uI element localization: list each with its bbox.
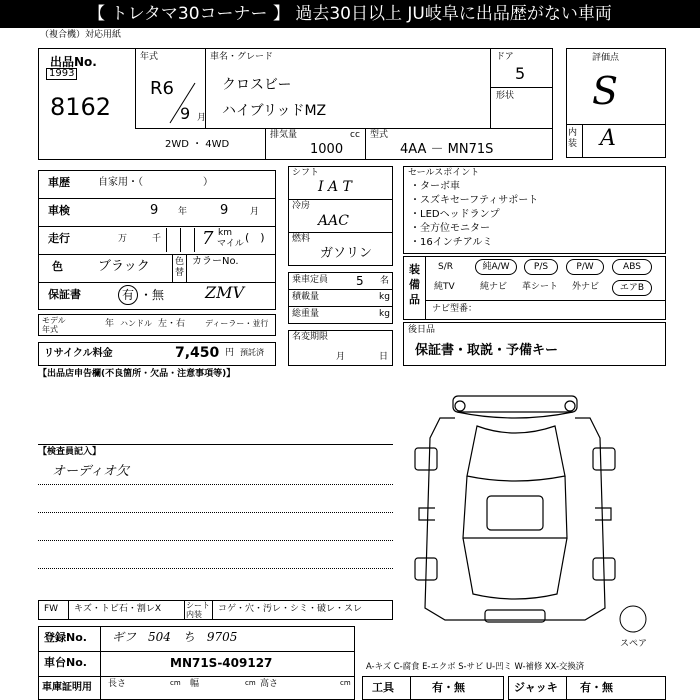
spare-tire-icon [618, 604, 648, 634]
displacement-value: 1000 [310, 142, 344, 157]
fuel-value: ガソリン [320, 246, 373, 261]
seat-label: シート内装 [186, 601, 210, 619]
doors-value: 5 [515, 64, 526, 83]
equip-pw: P/W [566, 259, 604, 275]
meigi-day: 日 [379, 352, 389, 362]
displacement-label: 排気量 [270, 130, 298, 140]
car-damage-diagram [405, 388, 625, 628]
load-unit: kg [379, 292, 390, 302]
recycle-unit: 円 [225, 348, 235, 358]
handle-label: ハンドル [120, 319, 152, 328]
equip-ps: P/S [524, 259, 558, 275]
model-label: 車名・グレード [210, 52, 274, 62]
shaken-month-unit: 月 [250, 207, 260, 217]
cert-length: 長さ [108, 679, 127, 689]
seat-text: コゲ・穴・汚レ・シミ・破レ・スレ [218, 604, 363, 614]
shaken-year-unit: 年 [178, 207, 188, 217]
model-name: クロスビー [222, 77, 292, 93]
fuel-label: 燃料 [292, 234, 311, 244]
shape-label: 形状 [496, 91, 515, 101]
model-grade: ハイブリッドMZ [222, 103, 327, 119]
lot-label: 出品No. [50, 55, 97, 69]
damage-legend: A-キズ C-腐食 E-エクボ S-サビ U-凹ミ W-補修 XX-交換済 [366, 661, 585, 671]
lot-number: 8162 [50, 93, 112, 121]
meigi-label: 名変期限 [292, 332, 329, 342]
capacity-label: 乗車定員 [292, 275, 329, 285]
warranty-label: 保証書 [48, 288, 81, 301]
tools-label: 工具 [372, 681, 394, 694]
equip-abs: ABS [612, 259, 652, 275]
chassis-label: 車台No. [44, 656, 87, 669]
jack-value: 有・無 [580, 681, 613, 694]
score-label: 評価点 [592, 53, 620, 63]
registration-label: 登録No. [44, 631, 87, 644]
equip-junnavi: 純ナビ [480, 282, 508, 292]
lot-year-tag: 1993 [46, 68, 77, 80]
recycle-value: 7,450 [175, 345, 220, 361]
history-value: 自家用・（ ） [98, 177, 213, 188]
nav-model-label: ナビ型番： [432, 304, 478, 314]
mileage-km: km [218, 228, 232, 238]
doc-type-label: （複合機）対応用紙 [40, 30, 122, 40]
displacement-unit: cc [350, 130, 360, 140]
sales-point-label: セールスポイント [408, 168, 480, 178]
dealer-value: ディーラー・並行 [205, 319, 269, 328]
fw-label: FW [44, 604, 59, 614]
certificate-label: 車庫証明用 [42, 682, 92, 693]
gross-label: 総重量 [292, 309, 320, 319]
sales-point-1: ・ターボ車 [410, 181, 460, 192]
shaken-label: 車検 [48, 204, 70, 217]
shaken-month: 9 [220, 203, 229, 218]
mileage-paren: ( ) [245, 231, 265, 244]
sales-point-4: ・全方位モニター [410, 223, 490, 234]
color-change-label: 色替 [175, 257, 185, 278]
meigi-month: 月 [336, 352, 346, 362]
model-year-label: モデル年式 [42, 316, 66, 334]
warranty-circled: 有 [118, 285, 138, 305]
katashiki-label: 型式 [370, 130, 389, 140]
drive-options: 2WD ・ 4WD [165, 139, 230, 150]
katashiki-value: 4AA － MN71S [400, 142, 494, 157]
recycle-label: リサイクル料金 [44, 348, 113, 359]
nenshiki-era: R6 [150, 78, 174, 99]
cooler-value: AAC [318, 213, 349, 229]
warranty-rest: ・無 [140, 288, 165, 302]
equip-gainavi: 外ナビ [572, 282, 600, 292]
equip-juntv: 純TV [434, 282, 455, 292]
equip-airbag: エアB [612, 280, 652, 296]
load-label: 積載量 [292, 292, 320, 302]
nenshiki-month-unit: 月 [197, 113, 207, 123]
recycle-note: 預託済 [240, 348, 264, 357]
sales-point-5: ・16インチアルミ [410, 237, 493, 248]
cert-cm-3: cm [340, 679, 351, 687]
cert-cm-2: cm [245, 679, 256, 687]
score-value: S [592, 69, 619, 113]
mileage-mile: マイル [217, 239, 244, 249]
color-label: 色 [52, 260, 63, 273]
mileage-value: 7 [202, 228, 214, 249]
mileage-sen: 千 [152, 234, 162, 244]
capacity-value: 5 [356, 274, 364, 288]
declaration-label: 【出品店申告欄(不良箇所・欠品・注意事項等)】 [38, 369, 236, 379]
chassis-value: MN71S-409127 [170, 656, 273, 670]
cert-height: 高さ [260, 679, 279, 689]
registration-value: ギフ 504 ち 9705 [112, 630, 238, 644]
cert-cm-1: cm [170, 679, 181, 687]
later-value: 保証書・取説・予備キー [415, 343, 559, 358]
nenshiki-month: 9 [180, 104, 191, 123]
shift-label: シフト [292, 168, 320, 178]
gross-unit: kg [379, 309, 390, 319]
shift-value: I A T [318, 179, 352, 195]
mileage-man: 万 [118, 234, 128, 244]
spare-label: スペア [620, 639, 648, 649]
inspector-note: オーディオ欠 [52, 464, 129, 479]
header-banner: 【 トレタマ30コーナー 】 過去30日以上 JU岐阜に出品歴がない車両 [0, 0, 700, 28]
nenshiki-label: 年式 [140, 52, 159, 62]
handle-value: 左・右 [158, 319, 186, 329]
sales-point-2: ・スズキセーフティサポート [410, 195, 539, 206]
sales-point-3: ・LEDヘッドランプ [410, 209, 500, 220]
color-no-label: カラーNo. [192, 256, 239, 267]
interior-label: 内装 [568, 128, 578, 149]
color-value: ブラック [98, 259, 150, 274]
equip-junaw: 純A/W [475, 259, 517, 275]
fw-text: キズ・トビ石・割レX [74, 604, 161, 614]
cert-width: 幅 [190, 679, 200, 689]
color-code: ZMV [205, 283, 245, 302]
tools-value: 有・無 [432, 681, 465, 694]
capacity-unit: 名 [380, 276, 390, 286]
later-label: 後日品 [408, 325, 436, 335]
equipment-label: 装備品 [409, 263, 420, 306]
doors-label: ドア [496, 52, 514, 62]
shaken-year: 9 [150, 203, 159, 218]
history-label: 車歴 [48, 176, 70, 189]
equip-sr: S/R [438, 262, 453, 272]
equip-leather: 革シート [522, 282, 559, 292]
model-year-year: 年 [105, 319, 115, 329]
inspector-label: 【検査員記入】 [38, 447, 102, 457]
mileage-label: 走行 [48, 232, 70, 245]
cooler-label: 冷房 [292, 201, 311, 211]
jack-label: ジャッキ [514, 681, 558, 694]
interior-value: A [600, 126, 616, 151]
